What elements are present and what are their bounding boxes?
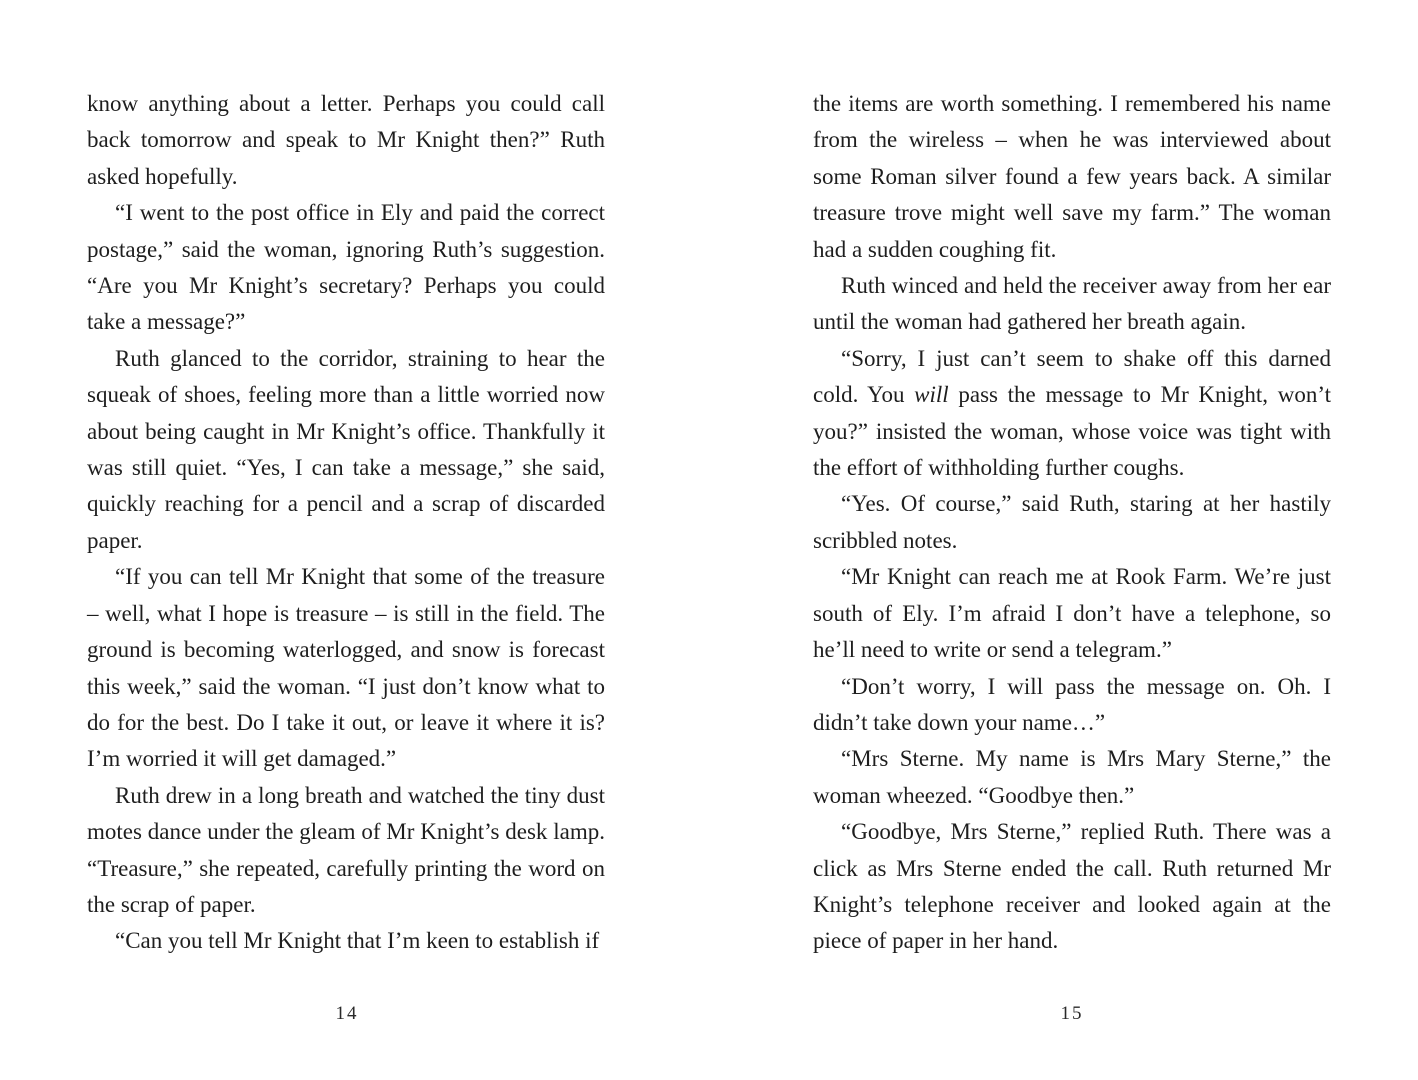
paragraph: “Don’t worry, I will pass the message on. Oh. I didn’t take down your name…” <box>813 673 1331 735</box>
paragraph: Ruth winced and held the receiver away from her ear until the woman had gathered her breath again. <box>813 273 1331 335</box>
paragraph: “Mrs Sterne. My name is Mrs Mary Sterne,” the woman wheezed. “Goodbye then.” <box>813 746 1331 808</box>
paragraph-text: “Sorry, I just can’t seem to shake off this darned cold. You <box>813 345 1331 408</box>
emphasis-text: will <box>914 382 949 408</box>
page-number: 14 <box>335 1003 359 1024</box>
paragraph: “Mr Knight can reach me at Rook Farm. We’re just south of Ely. I’m afraid I don’t have a telephone, so he’ll need to write or send a telegram.” <box>813 564 1331 663</box>
page-number: 15 <box>1060 1003 1084 1024</box>
right-page <box>709 0 1418 1080</box>
paragraph: “Goodbye, Mrs Sterne,” replied Ruth. There was a click as Mrs Sterne ended the call. Ruth returned Mr Knight’s telephone receiver and looked again at the piece of paper in her hand. <box>813 819 1331 954</box>
paragraph-text: pass the message to Mr Knight, won’t you?” insisted the woman, whose voice was tight with the effort of withholding further coughs. <box>813 382 1331 481</box>
paragraph: “I went to the post office in Ely and paid the correct postage,” said the woman, ignoring Ruth’s suggestion. “Are you Mr Knight’s secretary? Perhaps you could take a message?” <box>87 200 605 335</box>
paragraph <box>813 341 1331 487</box>
paragraph: know anything about a letter. Perhaps you could call back tomorrow and speak to Mr Knight then?” Ruth asked hopefully. <box>87 91 605 189</box>
paragraph: Ruth glanced to the corridor, straining to hear the squeak of shoes, feeling more than a little worried now about being caught in Mr Knight’s office. Thankfully it was still quiet. “Yes, I can take a message,” she said, quickly reaching for a pencil and a scrap of discarded paper. <box>87 345 605 553</box>
paragraph: “If you can tell Mr Knight that some of the treasure – well, what I hope is treasure – is still in the field. The ground is becoming waterlogged, and snow is forecast this week,” said the woman. “I just don’t know what to do for the best. Do I take it out, or leave it where it is? I’m worried it will get damaged.” <box>87 564 605 772</box>
paragraph: Ruth drew in a long breath and watched the tiny dust motes dance under the gleam of Mr Knight’s desk lamp. “Treasure,” she repeated, carefully printing the word on the scrap of paper. <box>87 782 605 917</box>
right-page-body <box>813 86 1331 960</box>
paragraph: “Can you tell Mr Knight that I’m keen to establish if <box>115 928 600 954</box>
paragraph: “Yes. Of course,” said Ruth, staring at her hastily scribbled notes. <box>813 491 1331 553</box>
paragraph: the items are worth something. I remembered his name from the wireless – when he was interviewed about some Roman silver found a few years back. A similar treasure trove might well save my farm.” The woman had a sudden coughing fit. <box>813 91 1331 262</box>
left-page-body <box>87 86 605 960</box>
